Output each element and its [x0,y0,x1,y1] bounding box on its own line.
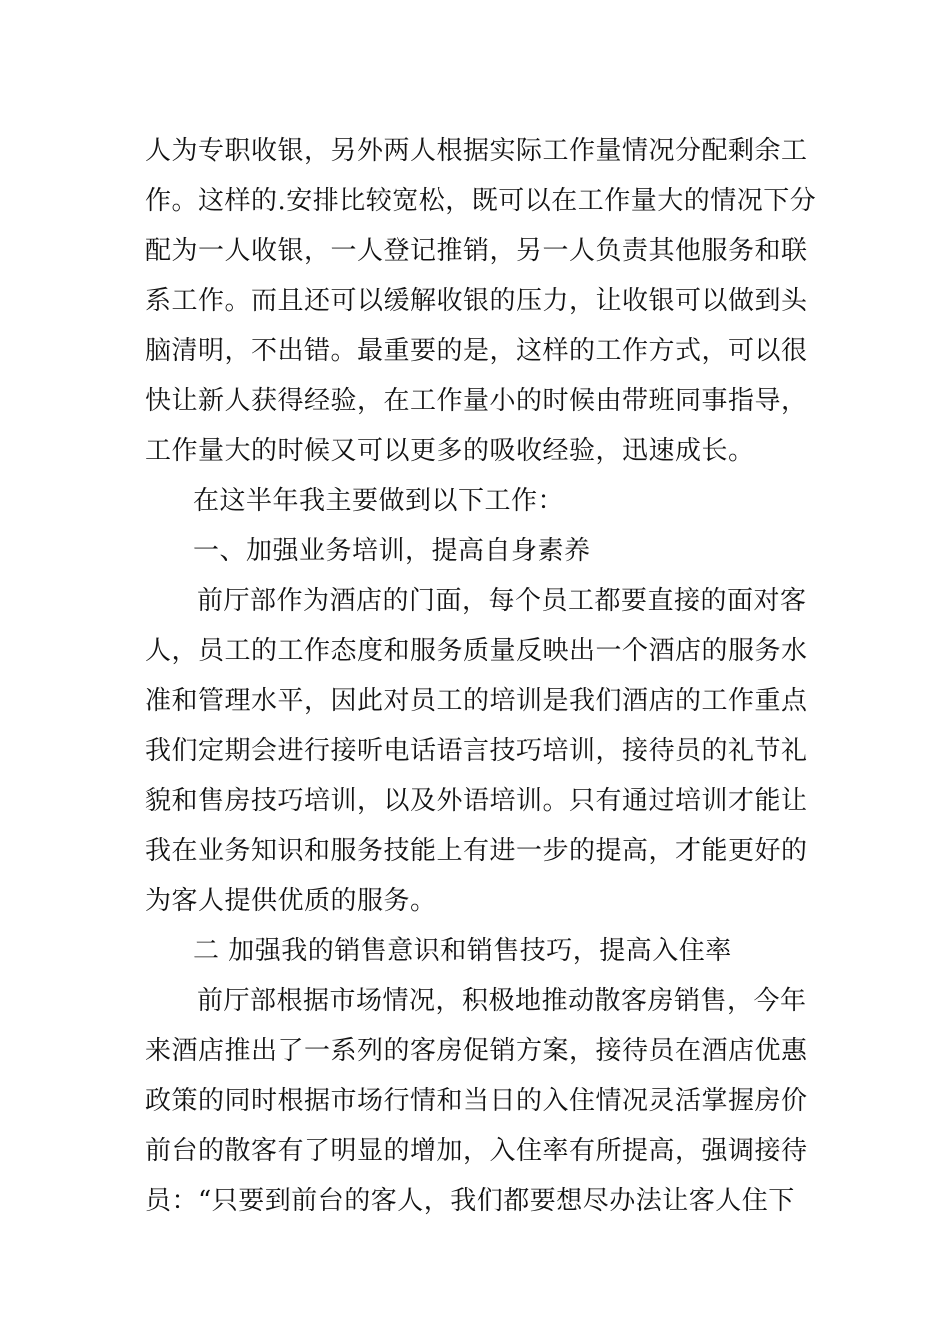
text-line-22: 员：“只要到前台的客人，我们都要想尽办法让客人住下 [145,1186,795,1216]
text-line-19: 来酒店推出了一系列的客房促销方案，接待员在酒店优惠 [145,1036,808,1066]
text-line-10: 前厅部作为酒店的门面，每个员工都要直接的面对客 [197,586,807,616]
text-line-15: 我在业务知识和服务技能上有进一步的提高，才能更好的 [145,836,808,866]
text-line-11: 人，员工的工作态度和服务质量反映出一个酒店的服务水 [145,636,808,666]
text-line-18: 前厅部根据市场情况，积极地推动散客房销售，今年 [197,986,807,1016]
text-line-6: 快让新人获得经验，在工作量小的时候由带班同事指导， [145,386,808,416]
text-line-20: 政策的同时根据市场行情和当日的入住情况灵活掌握房价 [145,1086,808,1116]
text-line-13: 我们定期会进行接听电话语言技巧培训，接待员的礼节礼 [145,736,808,766]
text-line-5: 脑清明，不出错。最重要的是，这样的工作方式，可以很 [145,336,808,366]
text-line-3: 配为一人收银，一人登记推销，另一人负责其他服务和联 [145,236,808,266]
section-heading-1: 一、加强业务培训，提高自身素养 [193,536,591,566]
text-line-4: 系工作。而且还可以缓解收银的压力，让收银可以做到头 [145,286,808,316]
text-line-1: 人为专职收银，另外两人根据实际工作量情况分配剩余工 [145,136,808,166]
text-line-14: 貌和售房技巧培训，以及外语培训。只有通过培训才能让 [145,786,808,816]
text-line-2: 作。这样的.安排比较宽松，既可以在工作量大的情况下分 [145,186,817,216]
section-intro: 在这半年我主要做到以下工作： [193,486,565,516]
text-line-21: 前台的散客有了明显的增加，入住率有所提高，强调接待 [145,1136,808,1166]
text-line-16: 为客人提供优质的服务。 [145,886,437,916]
section-heading-2: 二 加强我的销售意识和销售技巧，提高入住率 [193,936,732,966]
text-line-12: 准和管理水平，因此对员工的培训是我们酒店的工作重点 [145,686,808,716]
text-line-7: 工作量大的时候又可以更多的吸收经验，迅速成长。 [145,436,755,466]
